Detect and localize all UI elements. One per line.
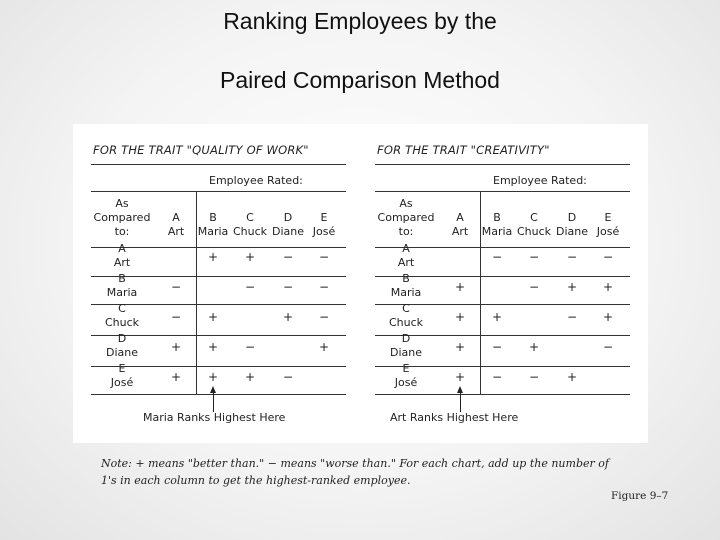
comparison-mark: + [207, 310, 219, 324]
row-header-text: As [399, 197, 413, 210]
column-letter: D [567, 211, 577, 224]
comparison-mark: + [602, 310, 614, 324]
row-name: Diane [105, 346, 138, 359]
row-letter: B [118, 272, 126, 285]
column-letter: E [320, 211, 328, 224]
row-letter: D [401, 332, 411, 345]
highest-rank-label: Art Ranks Highest Here [390, 411, 519, 424]
comparison-mark: + [566, 280, 578, 294]
row-name: José [394, 376, 418, 389]
column-name: Diane [555, 225, 588, 238]
table-rule [91, 164, 346, 165]
table-rule [375, 394, 630, 395]
paired-comparison-figure [73, 124, 648, 443]
figure-number: Figure 9–7 [611, 490, 669, 502]
comparison-mark: − [491, 250, 503, 264]
comparison-mark: − [491, 340, 503, 354]
column-name: Art [167, 225, 185, 238]
highest-rank-label: Maria Ranks Highest Here [143, 411, 286, 424]
comparison-mark: + [454, 310, 466, 324]
row-letter: D [117, 332, 127, 345]
comparison-mark: − [282, 370, 294, 384]
employee-rated-label: Employee Rated: [209, 174, 303, 187]
column-letter: A [172, 211, 180, 224]
comparison-mark: − [282, 280, 294, 294]
row-header-text: As [115, 197, 129, 210]
comparison-mark: + [207, 340, 219, 354]
column-letter: A [456, 211, 464, 224]
column-name: José [312, 225, 336, 238]
column-letter: C [246, 211, 254, 224]
comparison-mark: + [454, 280, 466, 294]
highlight-arrowhead [210, 386, 216, 393]
row-name: Art [397, 256, 415, 269]
row-name: Diane [389, 346, 422, 359]
row-letter: C [402, 302, 410, 315]
row-name: Maria [390, 286, 422, 299]
comparison-mark: − [282, 250, 294, 264]
comparison-mark: + [170, 340, 182, 354]
comparison-mark: − [566, 250, 578, 264]
row-header-text: to: [114, 225, 130, 238]
slide-title-line-2: Paired Comparison Method [220, 67, 500, 93]
comparison-mark: + [454, 370, 466, 384]
comparison-mark: − [602, 340, 614, 354]
row-name: Chuck [388, 316, 424, 329]
column-name: Chuck [516, 225, 552, 238]
column-letter: C [530, 211, 538, 224]
comparison-mark: − [318, 250, 330, 264]
highlight-arrowhead [457, 386, 463, 393]
comparison-mark: + [207, 370, 219, 384]
column-name: Maria [481, 225, 513, 238]
comparison-mark: − [170, 310, 182, 324]
comparison-mark: − [528, 280, 540, 294]
comparison-mark: + [566, 370, 578, 384]
comparison-mark: + [282, 310, 294, 324]
employee-rated-label: Employee Rated: [493, 174, 587, 187]
comparison-mark: − [318, 310, 330, 324]
column-letter: B [493, 211, 501, 224]
comparison-mark: − [318, 280, 330, 294]
highlight-arrow [460, 390, 461, 412]
comparison-mark: + [602, 280, 614, 294]
comparison-mark: − [244, 280, 256, 294]
row-letter: C [118, 302, 126, 315]
column-name: Chuck [232, 225, 268, 238]
chart-title: FOR THE TRAIT "CREATIVITY" [377, 143, 550, 157]
comparison-mark: − [566, 310, 578, 324]
row-letter: A [402, 242, 410, 255]
row-name: Art [113, 256, 131, 269]
comparison-mark: − [528, 370, 540, 384]
row-header-text: Compared [377, 211, 435, 224]
comparison-mark: − [491, 370, 503, 384]
row-letter: B [402, 272, 410, 285]
comparison-mark: + [244, 370, 256, 384]
column-name: Art [451, 225, 469, 238]
table-rule [375, 191, 630, 192]
comparison-mark: + [491, 310, 503, 324]
column-letter: D [283, 211, 293, 224]
table-rule [375, 164, 630, 165]
comparison-mark: + [170, 370, 182, 384]
comparison-mark: + [207, 250, 219, 264]
row-header-text: to: [398, 225, 414, 238]
row-name: Chuck [104, 316, 140, 329]
comparison-mark: + [454, 340, 466, 354]
comparison-mark: − [602, 250, 614, 264]
column-name: Diane [271, 225, 304, 238]
highlight-arrow [213, 390, 214, 412]
comparison-mark: + [318, 340, 330, 354]
row-letter: E [402, 362, 410, 375]
row-letter: E [118, 362, 126, 375]
row-name: Maria [106, 286, 138, 299]
comparison-mark: + [528, 340, 540, 354]
column-name: Maria [197, 225, 229, 238]
comparison-mark: − [244, 340, 256, 354]
slide-title-line-1: Ranking Employees by the [223, 8, 497, 34]
comparison-mark: + [244, 250, 256, 264]
column-name: José [596, 225, 620, 238]
table-rule [91, 394, 346, 395]
comparison-mark: − [170, 280, 182, 294]
row-letter: A [118, 242, 126, 255]
column-letter: B [209, 211, 217, 224]
row-name: José [110, 376, 134, 389]
row-header-text: Compared [93, 211, 151, 224]
figure-note: Note: + means "better than." − means "worse than." For each chart, add up the number of 1's in each column to get the highest-ranked employee. [101, 457, 609, 487]
chart-title: FOR THE TRAIT "QUALITY OF WORK" [93, 143, 309, 157]
column-letter: E [604, 211, 612, 224]
comparison-mark: − [528, 250, 540, 264]
table-rule [91, 191, 346, 192]
